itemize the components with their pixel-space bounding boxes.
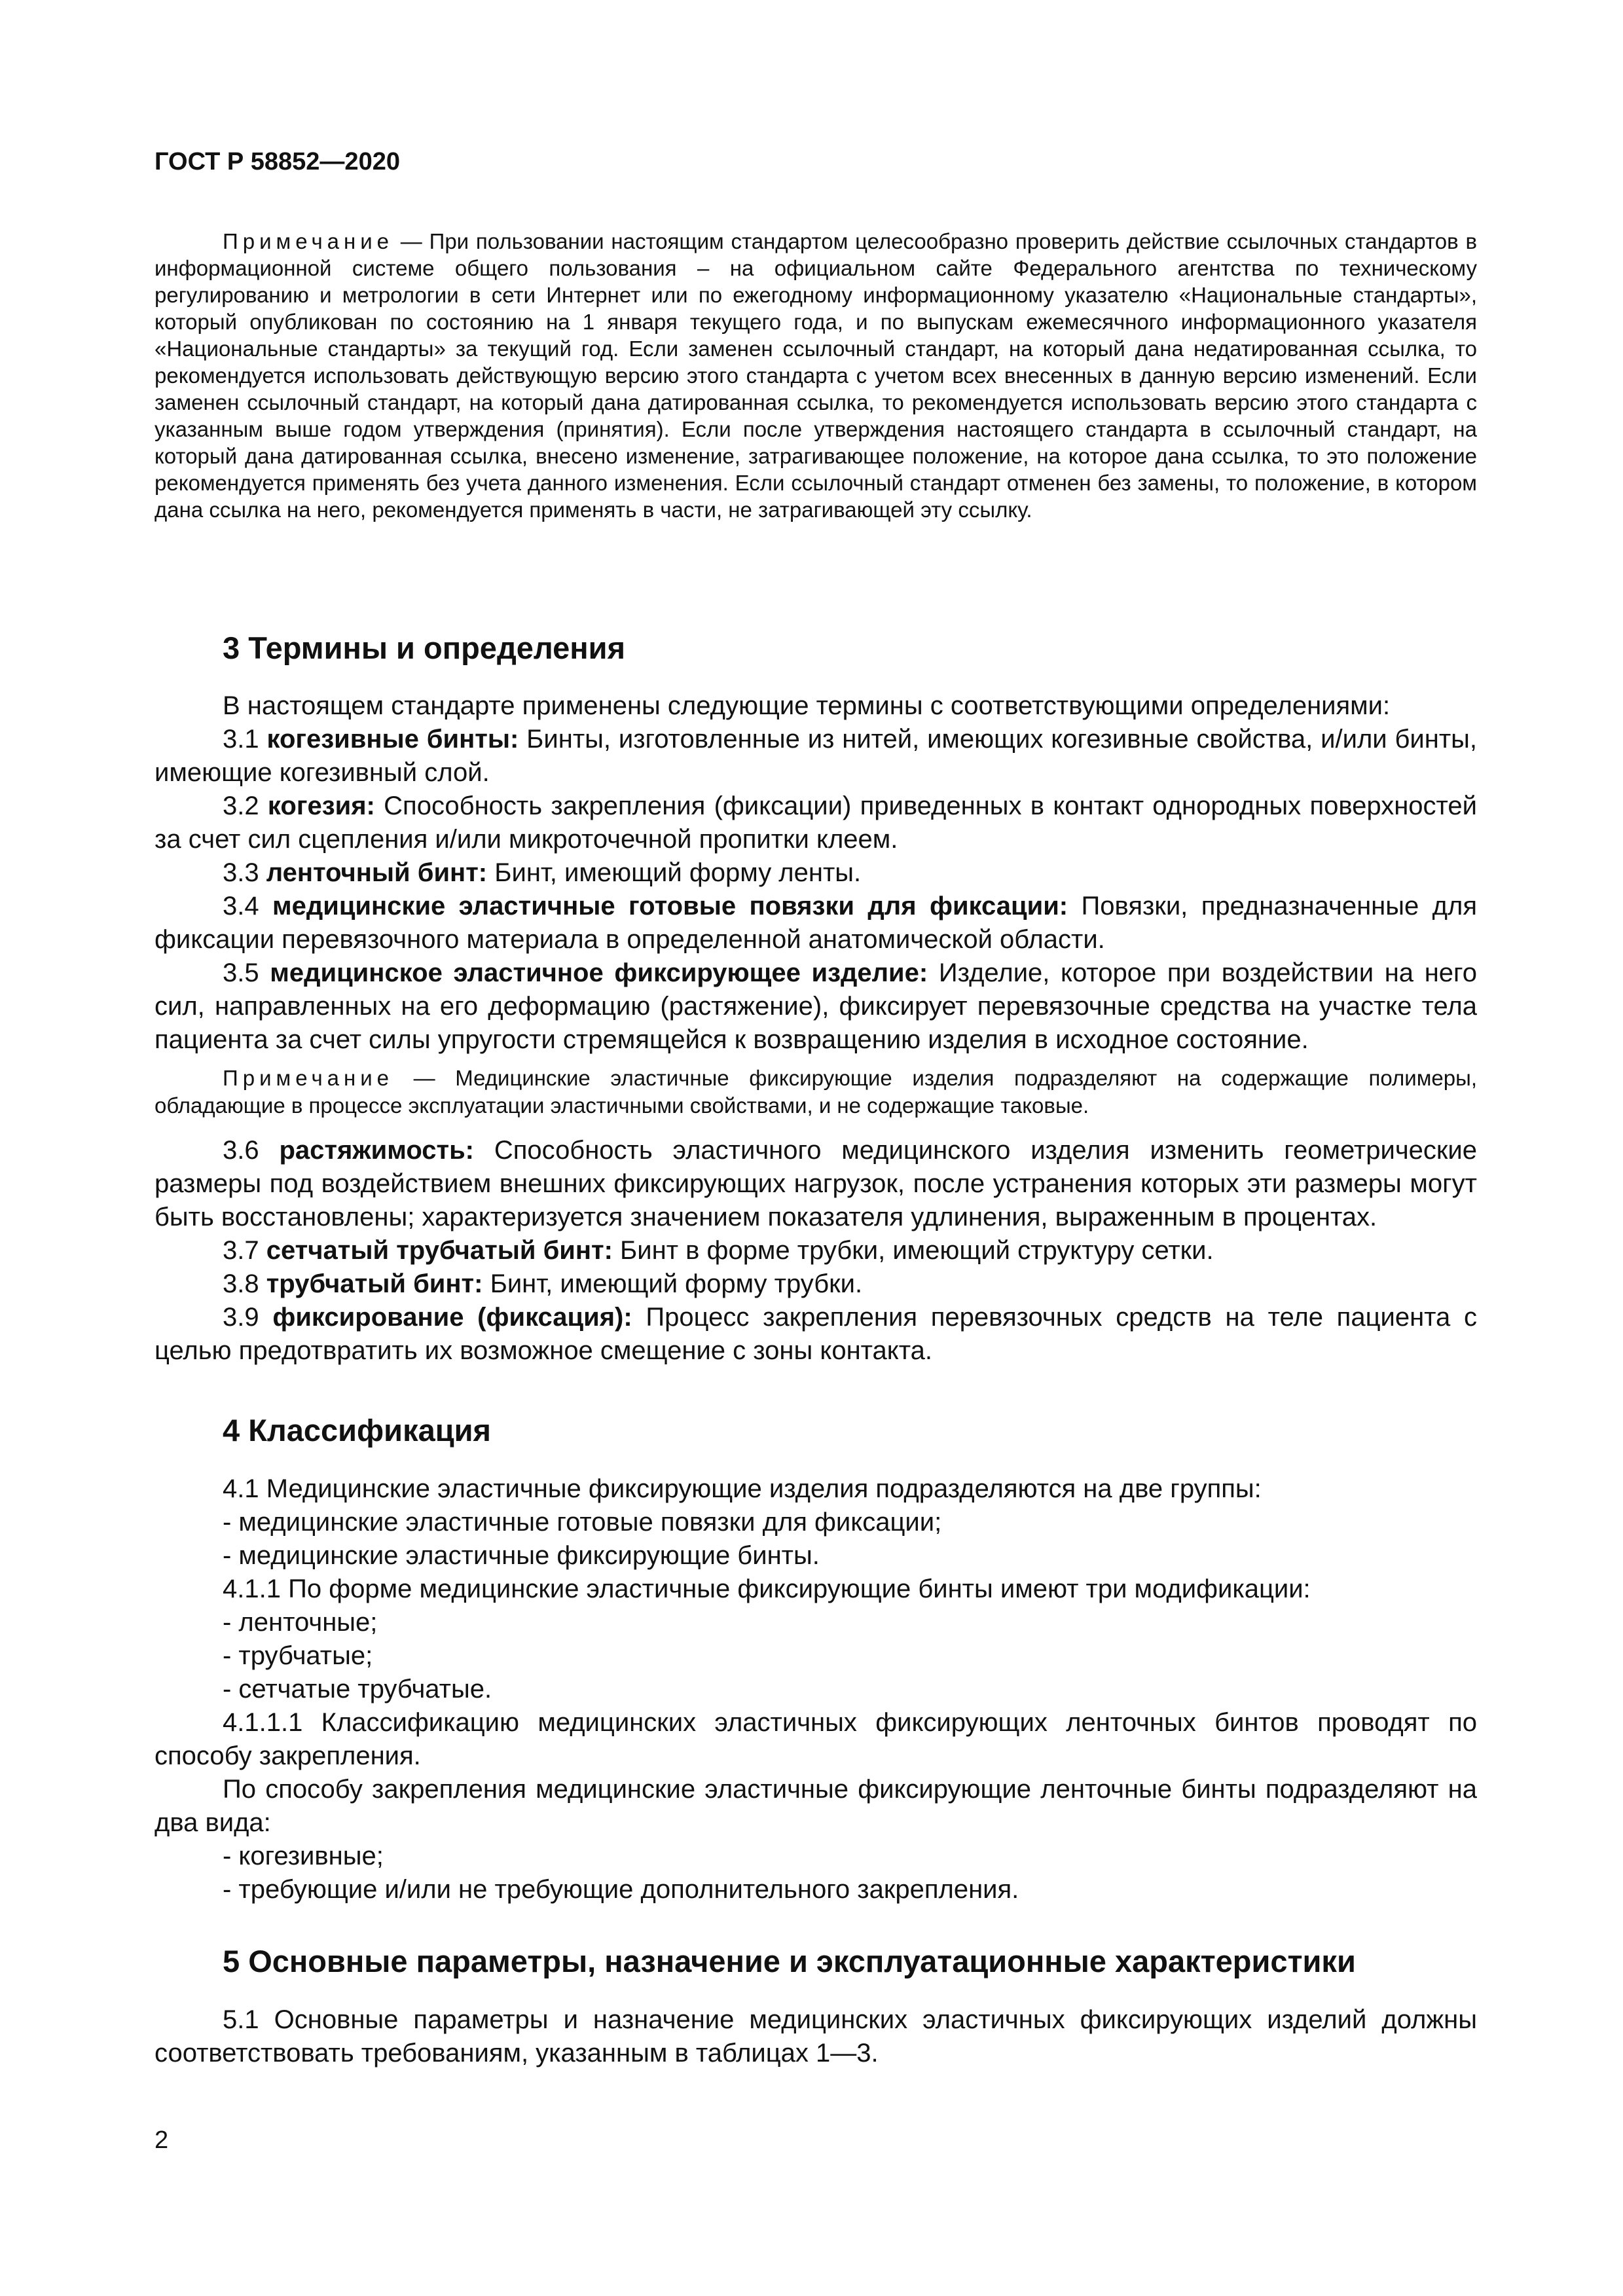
term: ленточный бинт:	[266, 858, 488, 887]
section-4	[155, 1412, 1477, 1906]
list-item: - медицинские эластичные фиксирующие бинты.	[223, 1541, 820, 1570]
term-definition: 3.7 сетчатый трубчатый бинт: Бинт в форме трубки, имеющий структуру сетки.	[223, 1236, 1214, 1265]
paragraph: 5.1 Основные параметры и назначение медицинских эластичных фиксирующих изделий должны соответствовать требованиям, указанным в таблицах 1—3.	[155, 2005, 1477, 2068]
note-label: Примечание	[223, 229, 394, 253]
note-text: — При пользовании настоящим стандартом целесообразно проверить действие ссылочных стандартов в информационной системе общего пользования – на официальном сайте Федерального агентства по техническому регулированию и метрологии в сети Интернет или по ежегодному информационному указателю «Национальные стандарты», который опубликован по состоянию на 1 января текущего года, и по выпускам ежемесячного информационного указателя «Национальные стандарты» за текущий год. Если заменен ссылочный стандарт, на который дана недатированная ссылка, то рекомендуется использовать действующую версию этого стандарта с учетом всех внесенных в данную версию изменений. Если заменен ссылочный стандарт, на который дана датированная ссылка, то рекомендуется использовать версию этого стандарта с указанным выше годом утверждения (принятия). Если после утверждения настоящего стандарта в ссылочный стандарт, на который дана датированная ссылка, внесено изменение, затрагивающее положение, на которое дана ссылка, то это положение рекомендуется применять без учета данного изменения. Если ссылочный стандарт отменен без замены, то положение, в котором дана ссылка на него, рекомендуется применять в части, не затрагивающей эту ссылку.	[155, 229, 1477, 522]
list-item: - трубчатые;	[223, 1641, 373, 1670]
section-5	[155, 1943, 1477, 2070]
list-item: - сетчатые трубчатые.	[223, 1675, 492, 1704]
list-item: - ленточные;	[223, 1608, 378, 1637]
term: сетчатый трубчатый бинт:	[266, 1236, 613, 1265]
section-3	[155, 630, 1477, 1368]
page-number: 2	[155, 2126, 169, 2154]
term: медицинское эластичное фиксирующее изделие:	[270, 958, 928, 987]
section-intro: В настоящем стандарте применены следующие термины с соответствующими определениями:	[223, 691, 1391, 720]
term-definition: 3.5 медицинское эластичное фиксирующее изделие: Изделие, которое при воздействии на него сил, направленных на его деформацию (растяжение), фиксирует перевязочные средства на участке тела пациента за счет силы упругости стремящейся к возвращению изделия в исходное состояние.	[155, 958, 1477, 1054]
term-definition: 3.9 фиксирование (фиксация): Процесс закрепления перевязочных средств на теле пациента с целью предотвратить их возможное смещение с зоны контакта.	[155, 1303, 1478, 1365]
note-block	[155, 228, 1477, 523]
list-item: - требующие и/или не требующие дополнительного закрепления.	[223, 1875, 1019, 1904]
paragraph: По способу закрепления медицинские эластичные фиксирующие ленточные бинты подразделяют на два вида:	[155, 1775, 1477, 1837]
list-item: - когезивные;	[223, 1842, 384, 1870]
paragraph: 4.1.1.1 Классификацию медицинских эластичных фиксирующих ленточных бинтов проводят по способу закрепления.	[155, 1708, 1477, 1770]
term: трубчатый бинт:	[266, 1269, 483, 1298]
section-note: Примечание — Медицинские эластичные фиксирующие изделия подразделяют на содержащие полимеры, обладающие в процессе эксплуатации эластичными свойствами, и не содержащие таковые.	[155, 1066, 1477, 1118]
term: растяжимость:	[279, 1136, 474, 1165]
term: когезивные бинты:	[266, 725, 519, 754]
term-definition: 3.4 медицинские эластичные готовые повязки для фиксации: Повязки, предназначенные для фиксации перевязочного материала в определенной анатомической области.	[155, 892, 1477, 954]
paragraph: 4.1 Медицинские эластичные фиксирующие изделия подразделяются на две группы:	[223, 1474, 1262, 1503]
term-definition: 3.1 когезивные бинты: Бинты, изготовленные из нитей, имеющих когезивные свойства, и/или бинты, имеющие когезивный слой.	[155, 725, 1478, 787]
paragraph: 4.1.1 По форме медицинские эластичные фиксирующие бинты имеют три модификации:	[223, 1575, 1311, 1603]
term: когезия:	[267, 792, 375, 820]
term-definition: 3.6 растяжимость: Способность эластичного медицинского изделия изменить геометрические размеры под воздействием внешних фиксирующих нагрузок, после устранения которых эти размеры могут быть восстановлены; характеризуется значением показателя удлинения, выраженным в процентах.	[155, 1136, 1478, 1231]
note-label: Примечание	[223, 1066, 394, 1090]
list-item: - медицинские эластичные готовые повязки для фиксации;	[223, 1508, 942, 1537]
section-heading: 4 Классификация	[223, 1413, 491, 1448]
term: фиксирование (фиксация):	[272, 1303, 632, 1332]
note-paragraph	[155, 228, 1477, 523]
section-heading: 3 Термины и определения	[223, 630, 625, 665]
term-definition: 3.3 ленточный бинт: Бинт, имеющий форму ленты.	[223, 858, 862, 887]
term-definition: 3.8 трубчатый бинт: Бинт, имеющий форму трубки.	[223, 1269, 863, 1298]
section-heading: 5 Основные параметры, назначение и эксплуатационные характеристики	[223, 1944, 1356, 1978]
term: медицинские эластичные готовые повязки для фиксации:	[272, 892, 1068, 920]
document-header: ГОСТ Р 58852—2020	[155, 148, 400, 175]
term-definition: 3.2 когезия: Способность закрепления (фиксации) приведенных в контакт однородных поверхностей за счет сил сцепления и/или микроточечной пропитки клеем.	[155, 792, 1477, 854]
